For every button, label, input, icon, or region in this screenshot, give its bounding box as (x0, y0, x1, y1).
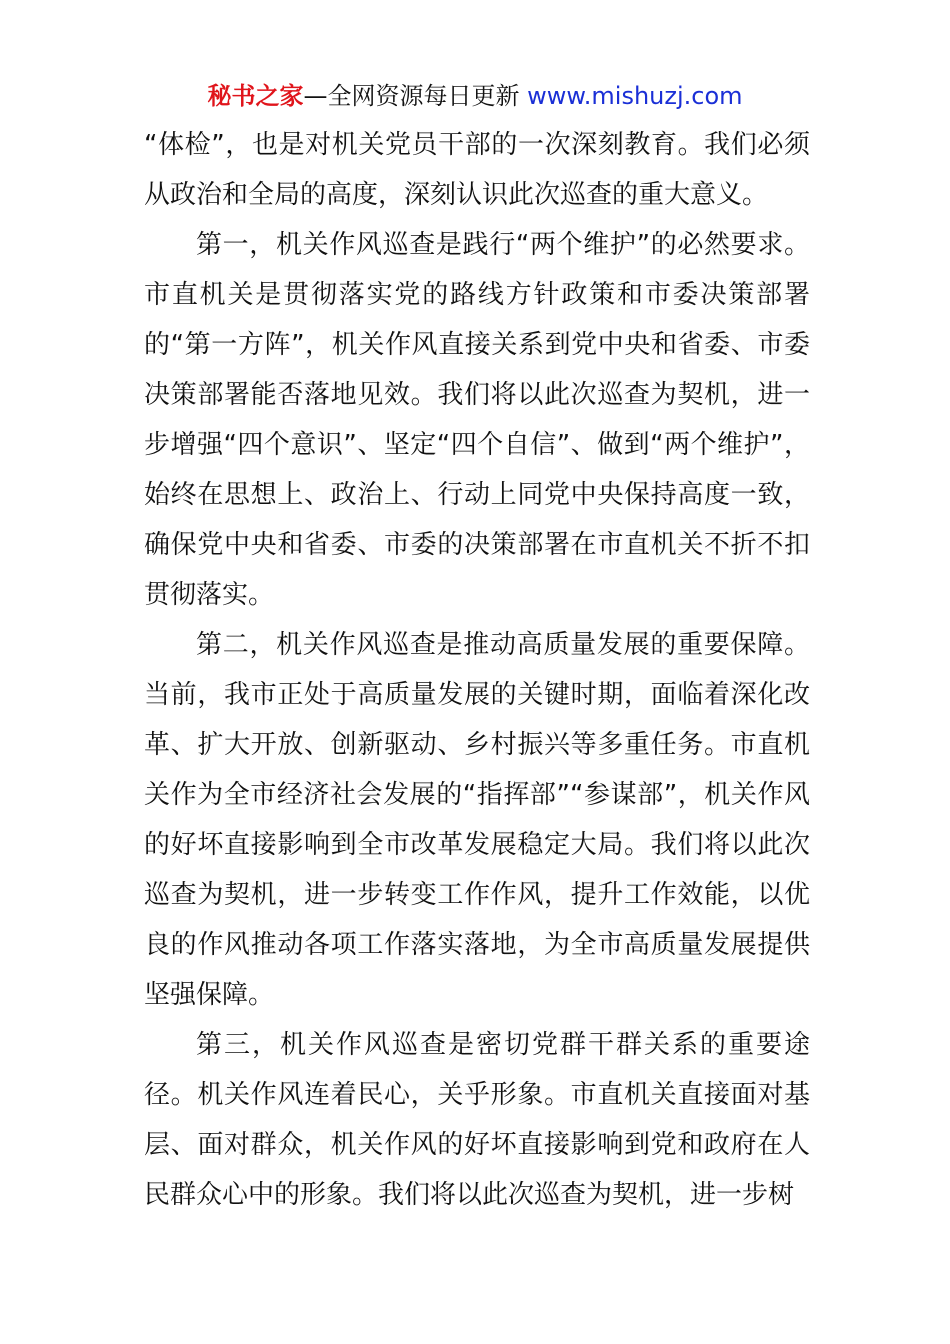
site-brand: 秘书之家 (207, 82, 304, 110)
paragraph-second-point: 第二，机关作风巡查是推动高质量发展的重要保障。当前，我市正处于高质量发展的关键时期，面临着深化改革、扩大开放、创新驱动、乡村振兴等多重任务。市直机关作为全市经济社会发展的“指挥部”“参谋部”，机关作风的好坏直接影响到全市改革发展稳定大局。我们将以此次巡查为契机，进一步转变工作作风，提升工作效能，以优良的作风推动各项工作落实落地，为全市高质量发展提供坚强保障。 (144, 630, 810, 1010)
paragraph-third-point: 第三，机关作风巡查是密切党群干群关系的重要途径。机关作风连着民心，关乎形象。市直机关直接面对基层、面对群众，机关作风的好坏直接影响到党和政府在人民群众心中的形象。我们将以此次巡查为契机，进一步树 (144, 1030, 810, 1210)
site-header (0, 80, 950, 112)
paragraph-first-point: 第一，机关作风巡查是践行“两个维护”的必然要求。市直机关是贯彻落实党的路线方针政策和市委决策部署的“第一方阵”，机关作风直接关系到党中央和省委、市委决策部署能否落地见效。我们将以此次巡查为契机，进一步增强“四个意识”、坚定“四个自信”、做到“两个维护”，始终在思想上、政治上、行动上同党中央保持高度一致，确保党中央和省委、市委的决策部署在市直机关不折不扣贯彻落实。 (144, 230, 810, 610)
site-url-link[interactable]: www.mishuzj.com (527, 82, 743, 110)
document-body (144, 120, 810, 1220)
paragraph-continuation: “体检”，也是对机关党员干部的一次深刻教育。我们必须从政治和全局的高度，深刻认识此次巡查的重大意义。 (144, 130, 810, 210)
site-tagline: —全网资源每日更新 (303, 82, 520, 110)
